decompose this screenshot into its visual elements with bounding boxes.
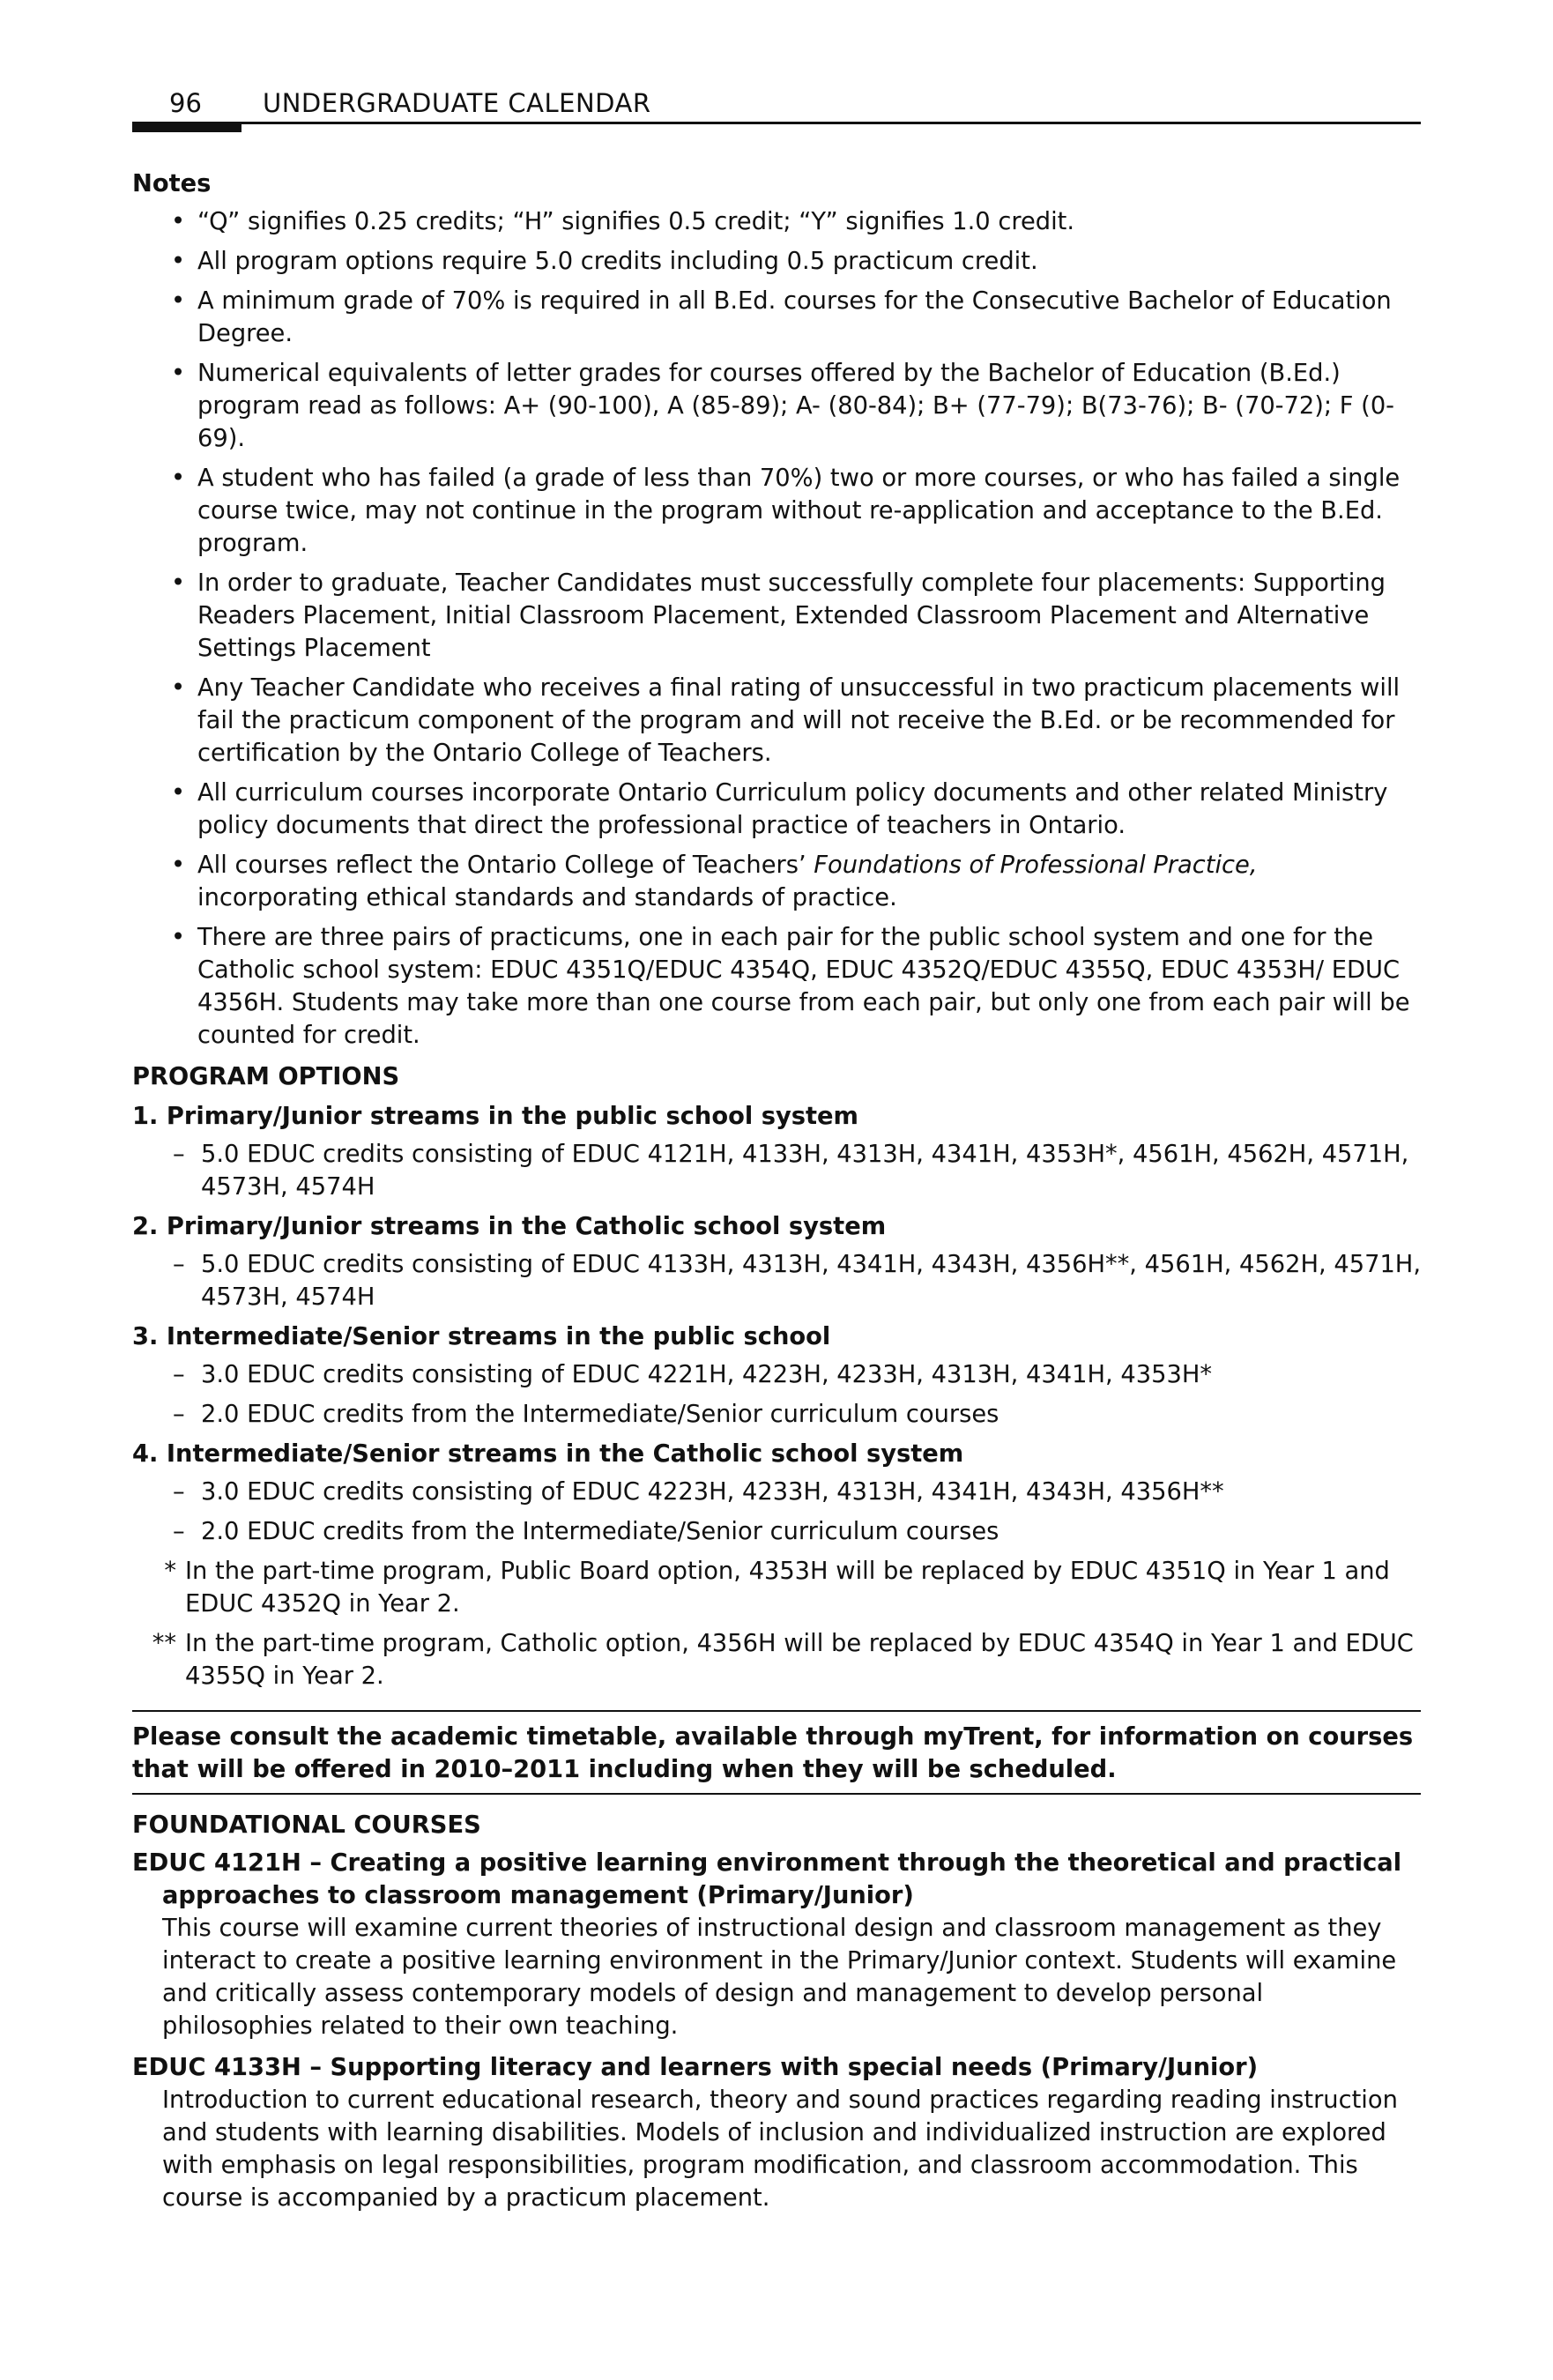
header-rule: [132, 122, 1421, 124]
course-title: EDUC 4133H – Supporting literacy and learners with special needs (Primary/Junior): [132, 2054, 1259, 2081]
running-title: UNDERGRADUATE CALENDAR: [263, 88, 651, 118]
option-title: 4. Intermediate/Senior streams in the Catholic school system: [132, 1440, 964, 1468]
dash-icon: –: [173, 1478, 185, 1506]
bullet-icon: •: [171, 924, 186, 951]
footnote: ** In the part-time program, Catholic option, 4356H will be replaced by EDUC 4354Q in Year 1 and EDUC 4355Q in Year 2.: [132, 1627, 1421, 1692]
header-block-mark: [132, 122, 241, 132]
note-item: • Any Teacher Candidate who receives a final rating of unsuccessful in two practicum placements will fail the practicum component of the program and will not receive the B.Ed. or be recommended for certification by the Ontario College of Teachers.: [132, 672, 1421, 770]
course-description: This course will examine current theories of instructional design and classroom management as they interact to create a positive learning environment in the Primary/Junior context. Students will examine and critically assess contemporary models of design and management to develop personal philosophies related to their own teaching.: [162, 1915, 1397, 2040]
note-item: • There are three pairs of practicums, one in each pair for the public school system and one for the Catholic school system: EDUC 4351Q/EDUC 4354Q, EDUC 4352Q/EDUC 4355Q, EDUC 4353H/ EDUC 4356H. Students may take more than one course from each pair, but only one from each pair will be counted for credit.: [132, 921, 1421, 1052]
footnote: * In the part-time program, Public Board option, 4353H will be replaced by EDUC 4351Q in Year 1 and EDUC 4352Q in Year 2.: [132, 1555, 1421, 1620]
program-option: [132, 1100, 1421, 1203]
program-option: [132, 1320, 1421, 1431]
foundational-courses-heading: FOUNDATIONAL COURSES: [132, 1811, 481, 1839]
note-item: • A minimum grade of 70% is required in all B.Ed. courses for the Consecutive Bachelor of Education Degree.: [132, 285, 1421, 350]
page-header: [132, 81, 1421, 136]
footnote-mark: *: [164, 1558, 176, 1585]
dash-icon: –: [173, 1361, 185, 1388]
option-title: 1. Primary/Junior streams in the public school system: [132, 1103, 858, 1130]
dash-icon: –: [173, 1518, 185, 1545]
note-item: • All curriculum courses incorporate Ontario Curriculum policy documents and other related Ministry policy documents that direct the professional practice of teachers in Ontario.: [132, 777, 1421, 842]
italic-title: Foundations of Professional Practice,: [814, 852, 1258, 879]
dash-icon: –: [173, 1251, 185, 1278]
dash-icon: –: [173, 1141, 185, 1168]
bullet-icon: •: [171, 248, 186, 275]
page-number: 96: [169, 88, 202, 118]
course-entry: [132, 1847, 1421, 2042]
option-requirement: – 3.0 EDUC credits consisting of EDUC 4221H, 4223H, 4233H, 4313H, 4341H, 4353H*: [132, 1358, 1421, 1391]
note-item: • A student who has failed (a grade of less than 70%) two or more courses, or who has failed a single course twice, may not continue in the program without re-application and acceptance to the B.Ed. program.: [132, 462, 1421, 560]
program-options-heading: PROGRAM OPTIONS: [132, 1063, 400, 1090]
bullet-icon: •: [171, 208, 186, 235]
bullet-icon: •: [171, 465, 186, 492]
course-entry: [132, 2051, 1421, 2214]
dash-icon: –: [173, 1401, 185, 1428]
bullet-icon: •: [171, 852, 186, 879]
option-requirement: – 3.0 EDUC credits consisting of EDUC 4223H, 4233H, 4313H, 4341H, 4343H, 4356H**: [132, 1476, 1421, 1508]
note-item: • “Q” signifies 0.25 credits; “H” signifies 0.5 credit; “Y” signifies 1.0 credit.: [132, 205, 1421, 238]
bullet-icon: •: [171, 674, 186, 702]
option-requirement: – 2.0 EDUC credits from the Intermediate/Senior curriculum courses: [132, 1515, 1421, 1548]
notes-list: [132, 205, 1421, 1052]
note-item: • In order to graduate, Teacher Candidates must successfully complete four placements: Supporting Readers Placement, Initial Classroom Placement, Extended Classroom Placement and Alternative Settings Placement: [132, 567, 1421, 665]
course-title: EDUC 4121H – Creating a positive learning environment through the theoretical and practical approaches to classroom management (Primary/Junior): [132, 1849, 1402, 1909]
timetable-consult-note: Please consult the academic timetable, available through myTrent, for information on courses that will be offered in 2010–2011 including when they will be scheduled.: [132, 1710, 1421, 1795]
bullet-icon: •: [171, 360, 186, 387]
page-content: [132, 162, 1421, 2223]
bullet-icon: •: [171, 569, 186, 597]
course-description: Introduction to current educational research, theory and sound practices regarding reading instruction and students with learning disabilities. Models of inclusion and individualized instruction are explored with emphasis on legal responsibilities, program modification, and classroom accommodation. This course is accompanied by a practicum placement.: [162, 2086, 1398, 2212]
option-requirement: – 5.0 EDUC credits consisting of EDUC 4121H, 4133H, 4313H, 4341H, 4353H*, 4561H, 4562H, 4571H, 4573H, 4574H: [132, 1138, 1421, 1203]
option-title: 2. Primary/Junior streams in the Catholic school system: [132, 1213, 887, 1240]
note-item: • All courses reflect the Ontario College of Teachers’ Foundations of Professional Practice, incorporating ethical standards and standards of practice.: [132, 849, 1421, 914]
bullet-icon: •: [171, 287, 186, 315]
program-option: [132, 1210, 1421, 1313]
footnote-mark: **: [152, 1630, 176, 1657]
note-item: • All program options require 5.0 credits including 0.5 practicum credit.: [132, 245, 1421, 278]
note-item: • Numerical equivalents of letter grades for courses offered by the Bachelor of Education (B.Ed.) program read as follows: A+ (90-100), A (85-89); A- (80-84); B+ (77-79); B(73-76); B- (70-72); F (0-69).: [132, 357, 1421, 455]
option-requirement: – 5.0 EDUC credits consisting of EDUC 4133H, 4313H, 4341H, 4343H, 4356H**, 4561H, 4562H, 4571H, 4573H, 4574H: [132, 1248, 1421, 1313]
bullet-icon: •: [171, 779, 186, 807]
program-option: [132, 1438, 1421, 1548]
option-requirement: – 2.0 EDUC credits from the Intermediate/Senior curriculum courses: [132, 1398, 1421, 1431]
option-title: 3. Intermediate/Senior streams in the public school: [132, 1323, 831, 1350]
notes-heading: Notes: [132, 170, 212, 197]
